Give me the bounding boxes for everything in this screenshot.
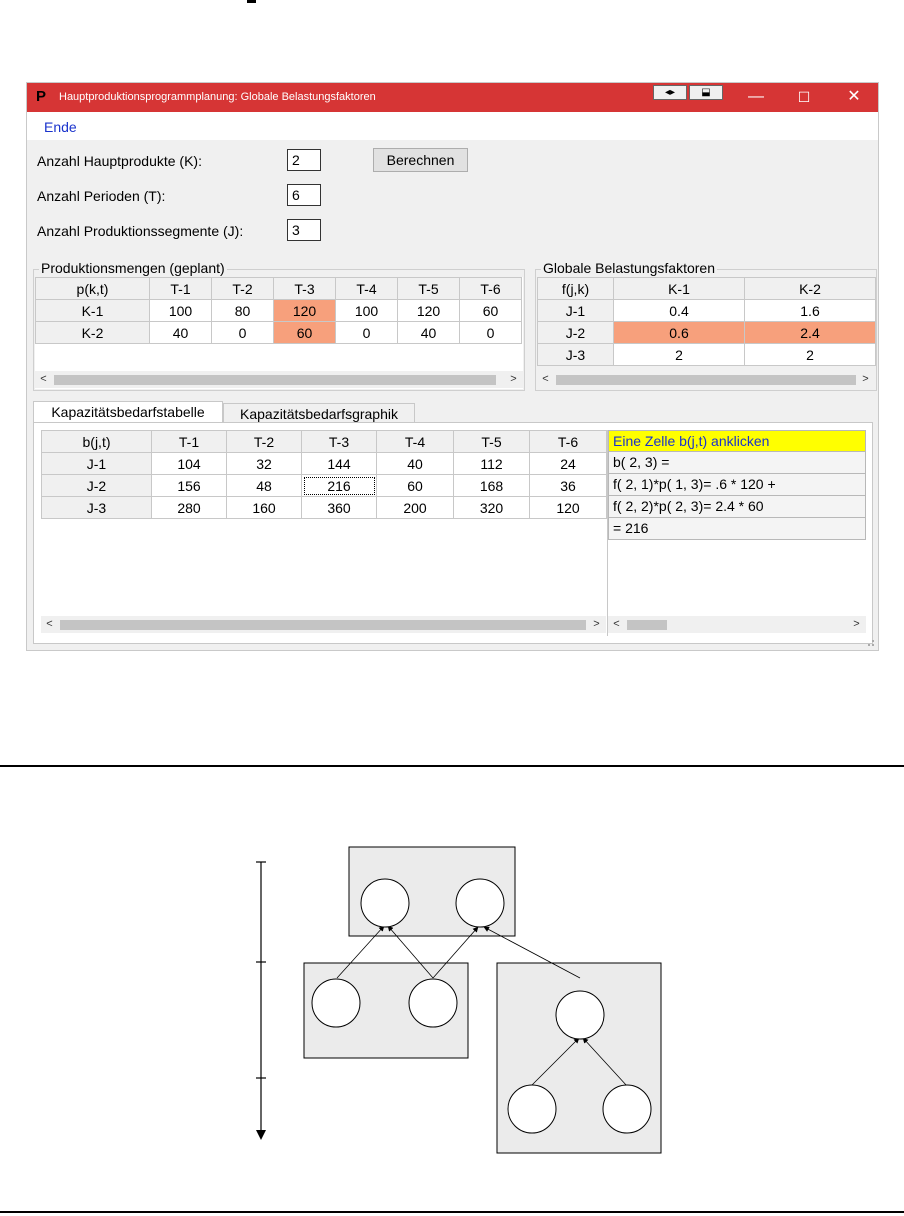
table-cell[interactable]: 104 <box>152 453 227 475</box>
info-line: b( 2, 3) = <box>608 452 866 474</box>
table-cell[interactable]: 60 <box>460 300 522 322</box>
capacity-grid-area <box>41 430 606 636</box>
segment-hierarchy-diagram <box>0 770 904 1210</box>
table-cell[interactable]: 0 <box>336 322 398 344</box>
calculation-info-panel <box>607 430 865 636</box>
table-row <box>42 475 607 497</box>
row-header[interactable]: J-3 <box>42 497 152 519</box>
scroll-thumb[interactable] <box>556 375 856 385</box>
table-cell[interactable]: 280 <box>152 497 227 519</box>
table-cell[interactable]: 100 <box>150 300 212 322</box>
row-header[interactable]: K-1 <box>36 300 150 322</box>
table-cell[interactable]: 156 <box>152 475 227 497</box>
window-toolbar-button[interactable]: ⬓ <box>689 85 723 100</box>
row-header[interactable]: J-1 <box>42 453 152 475</box>
table-row <box>538 300 876 322</box>
column-header: T-5 <box>454 431 530 453</box>
table-cell[interactable]: 60 <box>377 475 454 497</box>
menu-bar <box>27 112 878 140</box>
production-table <box>35 277 522 344</box>
node-circle <box>361 879 409 927</box>
axis-arrow-icon <box>256 1130 266 1140</box>
table-cell[interactable]: 40 <box>150 322 212 344</box>
row-header[interactable]: K-2 <box>36 322 150 344</box>
node-circle <box>409 979 457 1027</box>
table-cell-selected[interactable]: 216 <box>302 475 377 497</box>
table-cell[interactable]: 0 <box>460 322 522 344</box>
minimize-button[interactable]: — <box>748 88 764 105</box>
column-header: T-2 <box>227 431 302 453</box>
table-cell[interactable]: 2 <box>745 344 876 366</box>
row-header[interactable]: J-1 <box>538 300 614 322</box>
table-row <box>538 344 876 366</box>
cursor-artifact <box>247 0 256 3</box>
table-header-row <box>42 431 607 453</box>
info-line: f( 2, 1)*p( 1, 3)= .6 * 120 + <box>608 474 866 496</box>
table-cell[interactable]: 200 <box>377 497 454 519</box>
maximize-button[interactable]: ☐ <box>797 89 811 105</box>
column-header: T-5 <box>398 278 460 300</box>
scroll-left-icon[interactable]: < <box>46 618 53 630</box>
production-scrollbar[interactable] <box>35 371 523 388</box>
node-circle <box>508 1085 556 1133</box>
table-cell[interactable]: 48 <box>227 475 302 497</box>
factors-table <box>537 277 876 366</box>
column-header: K-2 <box>745 278 876 300</box>
column-header: T-3 <box>274 278 336 300</box>
column-header: p(k,t) <box>36 278 150 300</box>
table-cell-highlighted[interactable]: 2.4 <box>745 322 876 344</box>
menu-ende[interactable]: Ende <box>44 119 77 135</box>
production-grid-area <box>35 277 523 389</box>
column-header: T-3 <box>302 431 377 453</box>
scroll-thumb[interactable] <box>627 620 667 630</box>
table-cell-highlighted[interactable]: 120 <box>274 300 336 322</box>
table-cell[interactable]: 0 <box>212 322 274 344</box>
table-cell[interactable]: 160 <box>227 497 302 519</box>
table-row <box>42 497 607 519</box>
table-cell[interactable]: 360 <box>302 497 377 519</box>
window-title: Hauptproduktionsprogrammplanung: Globale Belastungsfaktoren <box>59 91 376 103</box>
table-row <box>36 322 522 344</box>
scroll-left-icon[interactable]: < <box>542 373 549 385</box>
tab-kapazitaetsbedarfsgraphik[interactable]: Kapazitätsbedarfsgraphik <box>223 403 415 423</box>
scroll-thumb[interactable] <box>54 375 496 385</box>
divider-top <box>0 765 904 767</box>
info-prompt: Eine Zelle b(j,t) anklicken <box>608 430 866 452</box>
capacity-scrollbar[interactable] <box>41 616 606 633</box>
scroll-right-icon[interactable]: > <box>853 618 860 630</box>
products-label: Anzahl Hauptprodukte (K): <box>37 153 202 169</box>
node-circle <box>312 979 360 1027</box>
table-cell-highlighted[interactable]: 0.6 <box>614 322 745 344</box>
table-cell[interactable]: 320 <box>454 497 530 519</box>
capacity-table <box>41 430 607 519</box>
table-cell[interactable]: 24 <box>530 453 607 475</box>
calculate-button[interactable]: Berechnen <box>373 148 468 172</box>
production-group-title: Produktionsmengen (geplant) <box>41 260 225 276</box>
scroll-thumb[interactable] <box>60 620 586 630</box>
table-cell[interactable]: 40 <box>398 322 460 344</box>
node-circle <box>603 1085 651 1133</box>
close-button[interactable]: ✕ <box>847 88 861 105</box>
app-icon: P <box>36 88 47 105</box>
factors-scrollbar[interactable] <box>537 371 875 388</box>
column-header: T-4 <box>377 431 454 453</box>
table-cell[interactable]: 168 <box>454 475 530 497</box>
table-cell[interactable]: 1.6 <box>745 300 876 322</box>
factors-group-title: Globale Belastungsfaktoren <box>543 260 715 276</box>
table-row <box>538 322 876 344</box>
table-cell[interactable]: 32 <box>227 453 302 475</box>
column-header: b(j,t) <box>42 431 152 453</box>
node-circle <box>456 879 504 927</box>
table-row <box>36 300 522 322</box>
table-cell[interactable]: 40 <box>377 453 454 475</box>
table-cell[interactable]: 2 <box>614 344 745 366</box>
row-header[interactable]: J-3 <box>538 344 614 366</box>
segments-input[interactable]: 3 <box>287 219 321 241</box>
tab-kapazitaetsbedarfstabelle[interactable]: Kapazitätsbedarfstabelle <box>33 401 223 423</box>
periods-label: Anzahl Perioden (T): <box>37 188 166 204</box>
divider-bottom <box>0 1211 904 1213</box>
segments-label: Anzahl Produktionssegmente (J): <box>37 223 244 239</box>
title-bar[interactable] <box>27 83 878 112</box>
table-cell[interactable]: 80 <box>212 300 274 322</box>
column-header: T-6 <box>460 278 522 300</box>
column-header: T-6 <box>530 431 607 453</box>
scroll-right-icon[interactable]: > <box>593 618 600 630</box>
table-cell[interactable]: 0.4 <box>614 300 745 322</box>
column-header: T-1 <box>152 431 227 453</box>
row-header[interactable]: J-2 <box>42 475 152 497</box>
info-line: f( 2, 2)*p( 2, 3)= 2.4 * 60 <box>608 496 866 518</box>
node-circle <box>556 991 604 1039</box>
table-cell[interactable]: 36 <box>530 475 607 497</box>
info-scrollbar[interactable] <box>608 616 866 633</box>
scroll-right-icon[interactable]: > <box>510 373 517 385</box>
table-cell[interactable]: 144 <box>302 453 377 475</box>
periods-input[interactable]: 6 <box>287 184 321 206</box>
resize-grip-icon[interactable] <box>868 640 874 646</box>
table-row <box>42 453 607 475</box>
table-header-row <box>36 278 522 300</box>
app-window <box>26 82 879 651</box>
column-header: f(j,k) <box>538 278 614 300</box>
scroll-left-icon[interactable]: < <box>40 373 47 385</box>
factors-grid-area <box>537 277 875 389</box>
scroll-left-icon[interactable]: < <box>613 618 620 630</box>
column-header: K-1 <box>614 278 745 300</box>
column-header: T-2 <box>212 278 274 300</box>
column-header: T-1 <box>150 278 212 300</box>
table-cell[interactable]: 100 <box>336 300 398 322</box>
table-cell[interactable]: 120 <box>530 497 607 519</box>
table-cell-highlighted[interactable]: 60 <box>274 322 336 344</box>
table-cell[interactable]: 120 <box>398 300 460 322</box>
row-header[interactable]: J-2 <box>538 322 614 344</box>
column-header: T-4 <box>336 278 398 300</box>
scroll-right-icon[interactable]: > <box>862 373 869 385</box>
table-cell[interactable]: 112 <box>454 453 530 475</box>
products-input[interactable]: 2 <box>287 149 321 171</box>
table-header-row <box>538 278 876 300</box>
arrows-toolbar-button[interactable]: ◂▸ <box>653 85 687 100</box>
info-line: = 216 <box>608 518 866 540</box>
